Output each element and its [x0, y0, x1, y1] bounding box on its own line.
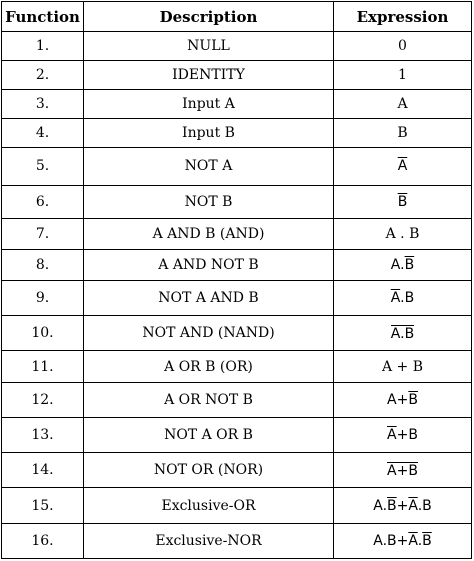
function-number: 5.: [2, 148, 84, 185]
negated-term: $\overline{B}$: [422, 532, 432, 549]
function-description: NOT A AND B: [84, 280, 334, 315]
function-expression: [334, 382, 472, 417]
expression: [373, 498, 432, 514]
expression: [397, 125, 407, 141]
table-row: [2, 61, 472, 90]
function-number: 8.: [2, 249, 84, 280]
term: A: [397, 96, 408, 113]
term: +: [396, 497, 409, 514]
expression: [386, 226, 420, 242]
function-description: NOT AND (NAND): [84, 316, 334, 351]
term: B: [397, 125, 408, 142]
function-expression: [334, 488, 472, 523]
term: A + B: [381, 358, 424, 375]
function-description: NOT A OR B: [84, 417, 334, 452]
function-expression: [334, 32, 472, 61]
negated-expression: [387, 462, 418, 478]
function-description: Input B: [84, 119, 334, 148]
function-description: A OR NOT B: [84, 382, 334, 417]
expression: [382, 359, 423, 375]
table-row: [2, 316, 472, 351]
function-number: 2.: [2, 61, 84, 90]
function-number: 12.: [2, 382, 84, 417]
table-row: [2, 417, 472, 452]
function-number: 7.: [2, 218, 84, 249]
function-number: 1.: [2, 32, 84, 61]
logic-functions-table: [1, 1, 472, 559]
header-description: Description: [84, 2, 334, 32]
function-description: NOT OR (NOR): [84, 453, 334, 488]
term: A.B+: [373, 532, 409, 549]
function-number: 10.: [2, 316, 84, 351]
table-row: [2, 119, 472, 148]
term: .B: [400, 290, 415, 307]
function-description: A OR B (OR): [84, 351, 334, 382]
term: +B: [396, 426, 418, 443]
expression: [387, 392, 418, 408]
table-row: [2, 185, 472, 218]
header-expression: Expression: [334, 2, 472, 32]
function-expression: [334, 185, 472, 218]
table-row: [2, 280, 472, 315]
term: A.: [373, 497, 388, 514]
negated-term: $\overline{B}$: [408, 391, 418, 408]
table-row: [2, 453, 472, 488]
expression: [373, 533, 432, 549]
negated-term: $\overline{A}$: [387, 426, 397, 443]
term: 1: [398, 67, 407, 84]
table-row: [2, 382, 472, 417]
table-body: [2, 32, 472, 559]
term: .: [417, 532, 423, 549]
function-expression: [334, 280, 472, 315]
function-description: NOT B: [84, 185, 334, 218]
function-description: NULL: [84, 32, 334, 61]
term: .B: [417, 497, 432, 514]
function-number: 9.: [2, 280, 84, 315]
function-expression: [334, 417, 472, 452]
table-row: [2, 523, 472, 558]
negated-term: $\overline{A}$: [408, 532, 418, 549]
function-description: Exclusive-OR: [84, 488, 334, 523]
function-number: 14.: [2, 453, 84, 488]
table-row: [2, 351, 472, 382]
expression: [398, 38, 407, 54]
expression: [387, 427, 418, 443]
function-expression: [334, 148, 472, 185]
term: A+B: [387, 462, 418, 479]
function-expression: [334, 316, 472, 351]
expression: [397, 96, 407, 112]
expression: [398, 194, 408, 210]
term: A . B: [385, 225, 420, 242]
negated-expression: [391, 325, 414, 341]
table-row: [2, 249, 472, 280]
function-description: IDENTITY: [84, 61, 334, 90]
function-description: A AND B (AND): [84, 218, 334, 249]
table-row: [2, 488, 472, 523]
function-expression: [334, 249, 472, 280]
function-description: Input A: [84, 90, 334, 119]
function-expression: [334, 119, 472, 148]
table-row: [2, 90, 472, 119]
function-description: A AND NOT B: [84, 249, 334, 280]
negated-term: $\overline{A}$: [397, 158, 408, 175]
table-row: [2, 148, 472, 185]
expression: [391, 257, 414, 273]
negated-term: $\overline{B}$: [397, 193, 408, 210]
function-expression: [334, 523, 472, 558]
function-number: 15.: [2, 488, 84, 523]
term: A+: [387, 391, 409, 408]
negated-term: $\overline{A}$: [408, 497, 418, 514]
expression: [391, 290, 414, 306]
function-expression: [334, 90, 472, 119]
expression: [398, 67, 407, 83]
function-number: 11.: [2, 351, 84, 382]
function-expression: [334, 351, 472, 382]
term: A.B: [390, 325, 415, 342]
table-row: [2, 218, 472, 249]
header-row: [2, 2, 472, 32]
negated-term: $\overline{B}$: [387, 497, 397, 514]
term: 0: [398, 38, 407, 55]
function-expression: [334, 453, 472, 488]
header-function: Function: [2, 2, 84, 32]
term: A.: [390, 256, 405, 273]
function-description: Exclusive-NOR: [84, 523, 334, 558]
function-number: 4.: [2, 119, 84, 148]
expression: [398, 158, 408, 174]
function-number: 13.: [2, 417, 84, 452]
negated-term: $\overline{A}$: [390, 290, 401, 307]
function-expression: [334, 61, 472, 90]
table-row: [2, 32, 472, 61]
function-number: 6.: [2, 185, 84, 218]
function-description: NOT A: [84, 148, 334, 185]
negated-term: $\overline{B}$: [404, 256, 415, 273]
function-number: 16.: [2, 523, 84, 558]
function-number: 3.: [2, 90, 84, 119]
function-expression: [334, 218, 472, 249]
